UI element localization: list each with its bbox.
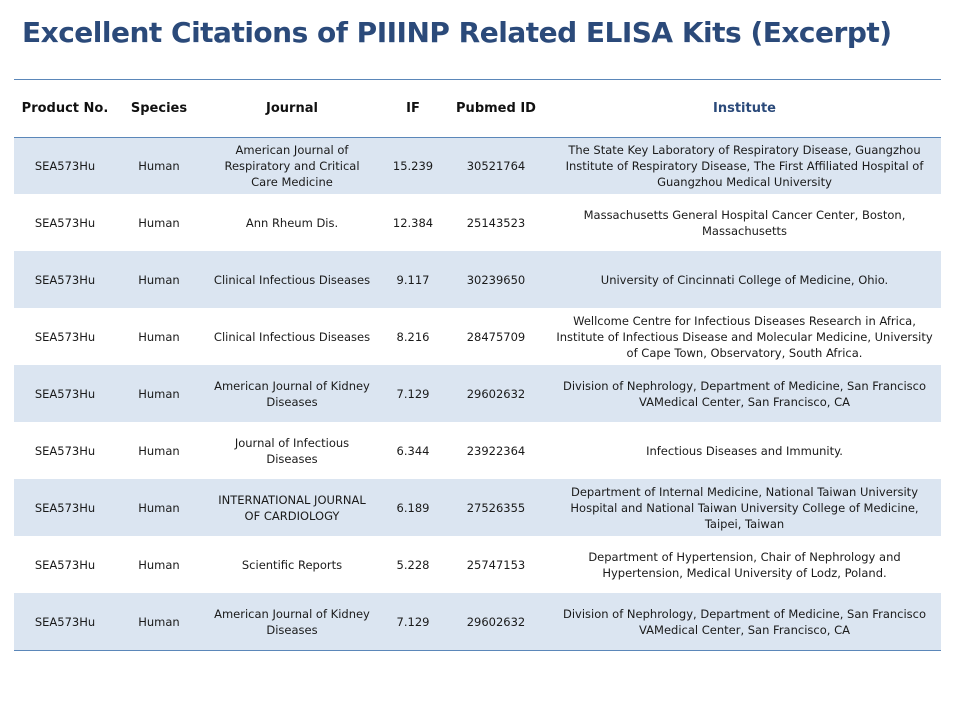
if-cell: 15.239 xyxy=(392,159,434,173)
pubmed-id-cell: 29602632 xyxy=(466,386,526,401)
product-no-cell: SEA573Hu xyxy=(34,557,96,572)
pubmed-id-cell: 30521764 xyxy=(466,159,526,173)
if-cell: 6.189 xyxy=(396,500,430,515)
journal-cell: Ann Rheum Dis. xyxy=(245,215,339,230)
journal-cell: American Journal of Kidney Diseases xyxy=(214,378,370,409)
pubmed-id-cell: 29602632 xyxy=(466,614,526,629)
header-if: IF xyxy=(406,100,420,116)
institute-cell: Division of Nephrology, Department of Medicine, San Francisco VAMedical Center, San Francisco, CA xyxy=(562,378,927,409)
table-row xyxy=(14,422,941,479)
if-cell: 5.228 xyxy=(396,557,430,572)
product-no-cell: SEA573Hu xyxy=(34,272,96,287)
journal-cell: American Journal of Kidney Diseases xyxy=(214,606,370,637)
if-cell: 9.117 xyxy=(396,272,430,287)
table-row xyxy=(14,593,941,650)
pubmed-id-cell: 30239650 xyxy=(466,272,526,287)
species-cell: Human xyxy=(138,386,180,401)
journal-cell: American Journal of Respiratory and Critical Care Medicine xyxy=(224,143,360,189)
product-no-cell: SEA573Hu xyxy=(34,329,96,344)
product-no-cell: SEA573Hu xyxy=(34,443,96,458)
journal-cell: INTERNATIONAL JOURNAL OF CARDIOLOGY xyxy=(218,492,366,523)
pubmed-id-cell: 25747153 xyxy=(466,557,526,572)
journal-cell: Scientific Reports xyxy=(241,557,343,572)
header-institute: Institute xyxy=(712,100,776,116)
species-cell: Human xyxy=(138,500,180,515)
institute-cell: Massachusetts General Hospital Cancer Center, Boston, Massachusetts xyxy=(583,207,906,238)
institute-cell: Infectious Diseases and Immunity. xyxy=(646,443,843,458)
table-header-row xyxy=(14,80,941,137)
table-row xyxy=(14,251,941,308)
if-cell: 8.216 xyxy=(396,329,430,344)
species-cell: Human xyxy=(138,557,180,572)
institute-cell: Department of Hypertension, Chair of Nephrology and Hypertension, Medical University of Lodz, Poland. xyxy=(588,549,901,580)
product-no-cell: SEA573Hu xyxy=(34,386,96,401)
if-cell: 7.129 xyxy=(396,614,430,629)
species-cell: Human xyxy=(138,272,180,287)
species-cell: Human xyxy=(138,159,180,173)
product-no-cell: SEA573Hu xyxy=(34,500,96,515)
pubmed-id-cell: 28475709 xyxy=(466,329,526,344)
journal-cell: Journal of Infectious Diseases xyxy=(234,435,350,466)
species-cell: Human xyxy=(138,329,180,344)
header-species: Species xyxy=(130,100,188,116)
journal-cell: Clinical Infectious Diseases xyxy=(213,272,371,287)
table-row xyxy=(14,365,941,422)
product-no-cell: SEA573Hu xyxy=(34,215,96,230)
institute-cell: The State Key Laboratory of Respiratory Disease, Guangzhou Institute of Respiratory Disease, The First Affiliated Hospital of Guangzhou Medical University xyxy=(565,143,924,189)
header-product-no: Product No. xyxy=(21,100,109,116)
species-cell: Human xyxy=(138,614,180,629)
journal-cell: Clinical Infectious Diseases xyxy=(213,329,371,344)
if-cell: 6.344 xyxy=(396,443,430,458)
pubmed-id-cell: 25143523 xyxy=(466,215,526,230)
pubmed-id-cell: 27526355 xyxy=(466,500,526,515)
species-cell: Human xyxy=(138,215,180,230)
header-journal: Journal xyxy=(266,100,318,116)
product-no-cell: SEA573Hu xyxy=(34,159,96,173)
citations-table xyxy=(14,79,941,651)
if-cell: 12.384 xyxy=(392,215,434,230)
table-row xyxy=(14,137,941,194)
institute-cell: Department of Internal Medicine, National Taiwan University Hospital and National Taiwan University College of Medicine, Taipei, Taiwan xyxy=(570,484,919,531)
table-row xyxy=(14,194,941,251)
institute-cell: Wellcome Centre for Infectious Diseases Research in Africa, Institute of Infectious Disease and Molecular Medicine, University of Cape Town, Observatory, South Africa. xyxy=(556,313,933,360)
institute-cell: University of Cincinnati College of Medicine, Ohio. xyxy=(600,272,889,287)
species-cell: Human xyxy=(138,443,180,458)
table-row xyxy=(14,308,941,365)
table-row xyxy=(14,536,941,593)
pubmed-id-cell: 23922364 xyxy=(466,443,526,458)
institute-cell: Division of Nephrology, Department of Medicine, San Francisco VAMedical Center, San Francisco, CA xyxy=(562,606,927,637)
header-pubmed-id: Pubmed ID xyxy=(456,100,536,116)
product-no-cell: SEA573Hu xyxy=(34,614,96,629)
page-title: Excellent Citations of PIIINP Related ELISA Kits (Excerpt) xyxy=(22,16,892,49)
if-cell: 7.129 xyxy=(396,386,430,401)
table-row xyxy=(14,479,941,536)
